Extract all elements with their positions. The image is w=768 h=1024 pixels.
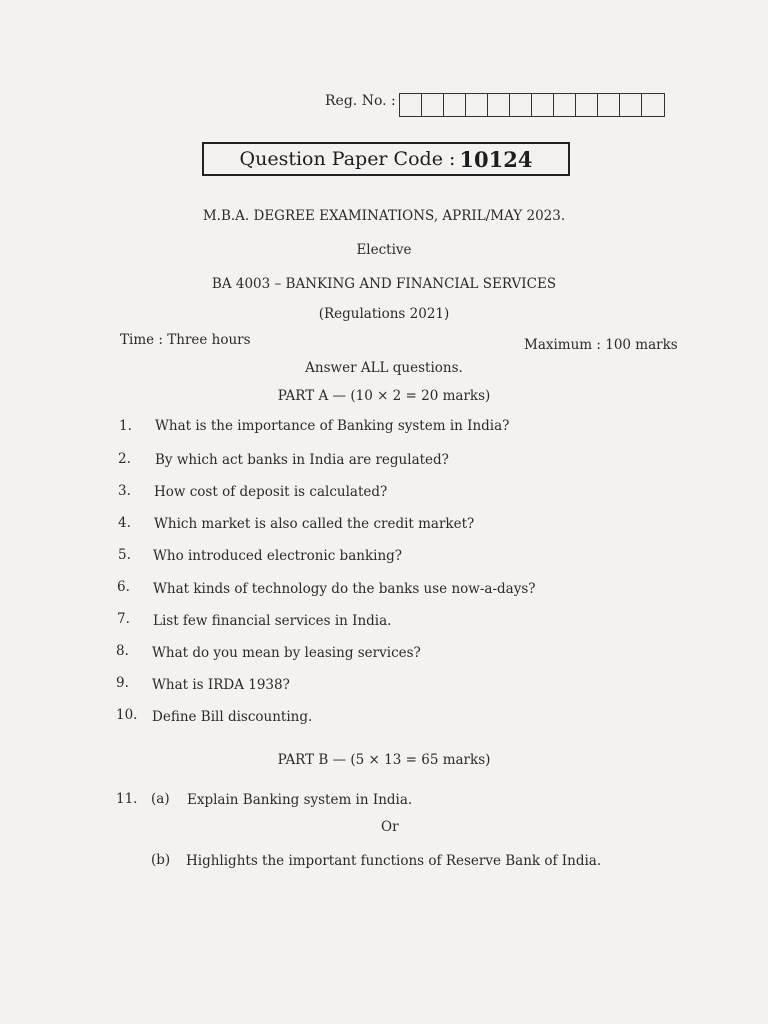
question-text: By which act banks in India are regulated? [155,452,449,468]
part-b-heading: PART B — (5 × 13 = 65 marks) [277,752,491,768]
question-number: 8. [116,643,129,659]
time-label: Time : Three hours [120,332,251,348]
question-number: 10. [116,707,138,723]
question-text: Which market is also called the credit market? [154,516,475,532]
question-text: Define Bill discounting. [152,709,313,725]
answer-all-instruction: Answer ALL questions. [305,360,463,376]
code-number: 10124 [459,146,533,172]
reg-no-box[interactable] [422,94,444,116]
option-a-label: (a) [151,791,170,807]
question-number: 4. [118,515,131,531]
reg-no-boxes[interactable] [399,93,665,117]
reg-no-label: Reg. No. : [325,93,396,109]
option-b-label: (b) [151,852,171,868]
reg-no-box[interactable] [554,94,576,116]
or-separator: Or [381,819,399,835]
code-label: Question Paper Code : [239,148,456,170]
max-marks-label: Maximum : 100 marks [524,337,678,353]
reg-no-box[interactable] [510,94,532,116]
reg-no-box[interactable] [466,94,488,116]
reg-no-box[interactable] [532,94,554,116]
question-text: What kinds of technology do the banks use now-a-days? [153,581,536,597]
reg-no-box[interactable] [620,94,642,116]
question-text: What do you mean by leasing services? [152,645,421,661]
part-a-heading: PART A — (10 × 2 = 20 marks) [277,388,491,404]
option-b-text: Highlights the important functions of Reserve Bank of India. [186,853,602,869]
reg-no-box[interactable] [488,94,510,116]
course-title: BA 4003 – BANKING AND FINANCIAL SERVICES [211,276,557,292]
question-text: List few financial services in India. [153,613,392,629]
question-number: 5. [118,547,131,563]
question-text: How cost of deposit is calculated? [154,484,388,500]
question-text: Who introduced electronic banking? [153,548,403,564]
question-number: 3. [118,483,131,499]
question-text: What is IRDA 1938? [152,677,290,693]
reg-no-box[interactable] [400,94,422,116]
question-number: 1. [119,418,132,434]
question-paper-code-box [202,142,570,176]
option-a-text: Explain Banking system in India. [187,792,413,808]
exam-title: M.B.A. DEGREE EXAMINATIONS, APRIL/MAY 2023. [202,208,566,224]
question-number: 7. [117,611,130,627]
elective-label: Elective [356,242,412,258]
reg-no-box[interactable] [444,94,466,116]
question-number: 9. [116,675,129,691]
reg-no-box[interactable] [576,94,598,116]
question-number: 11. [116,791,138,807]
reg-no-box[interactable] [642,94,664,116]
regulations-label: (Regulations 2021) [318,306,450,322]
reg-no-box[interactable] [598,94,620,116]
question-number: 2. [118,451,131,467]
question-text: What is the importance of Banking system in India? [155,418,510,434]
question-number: 6. [117,579,130,595]
